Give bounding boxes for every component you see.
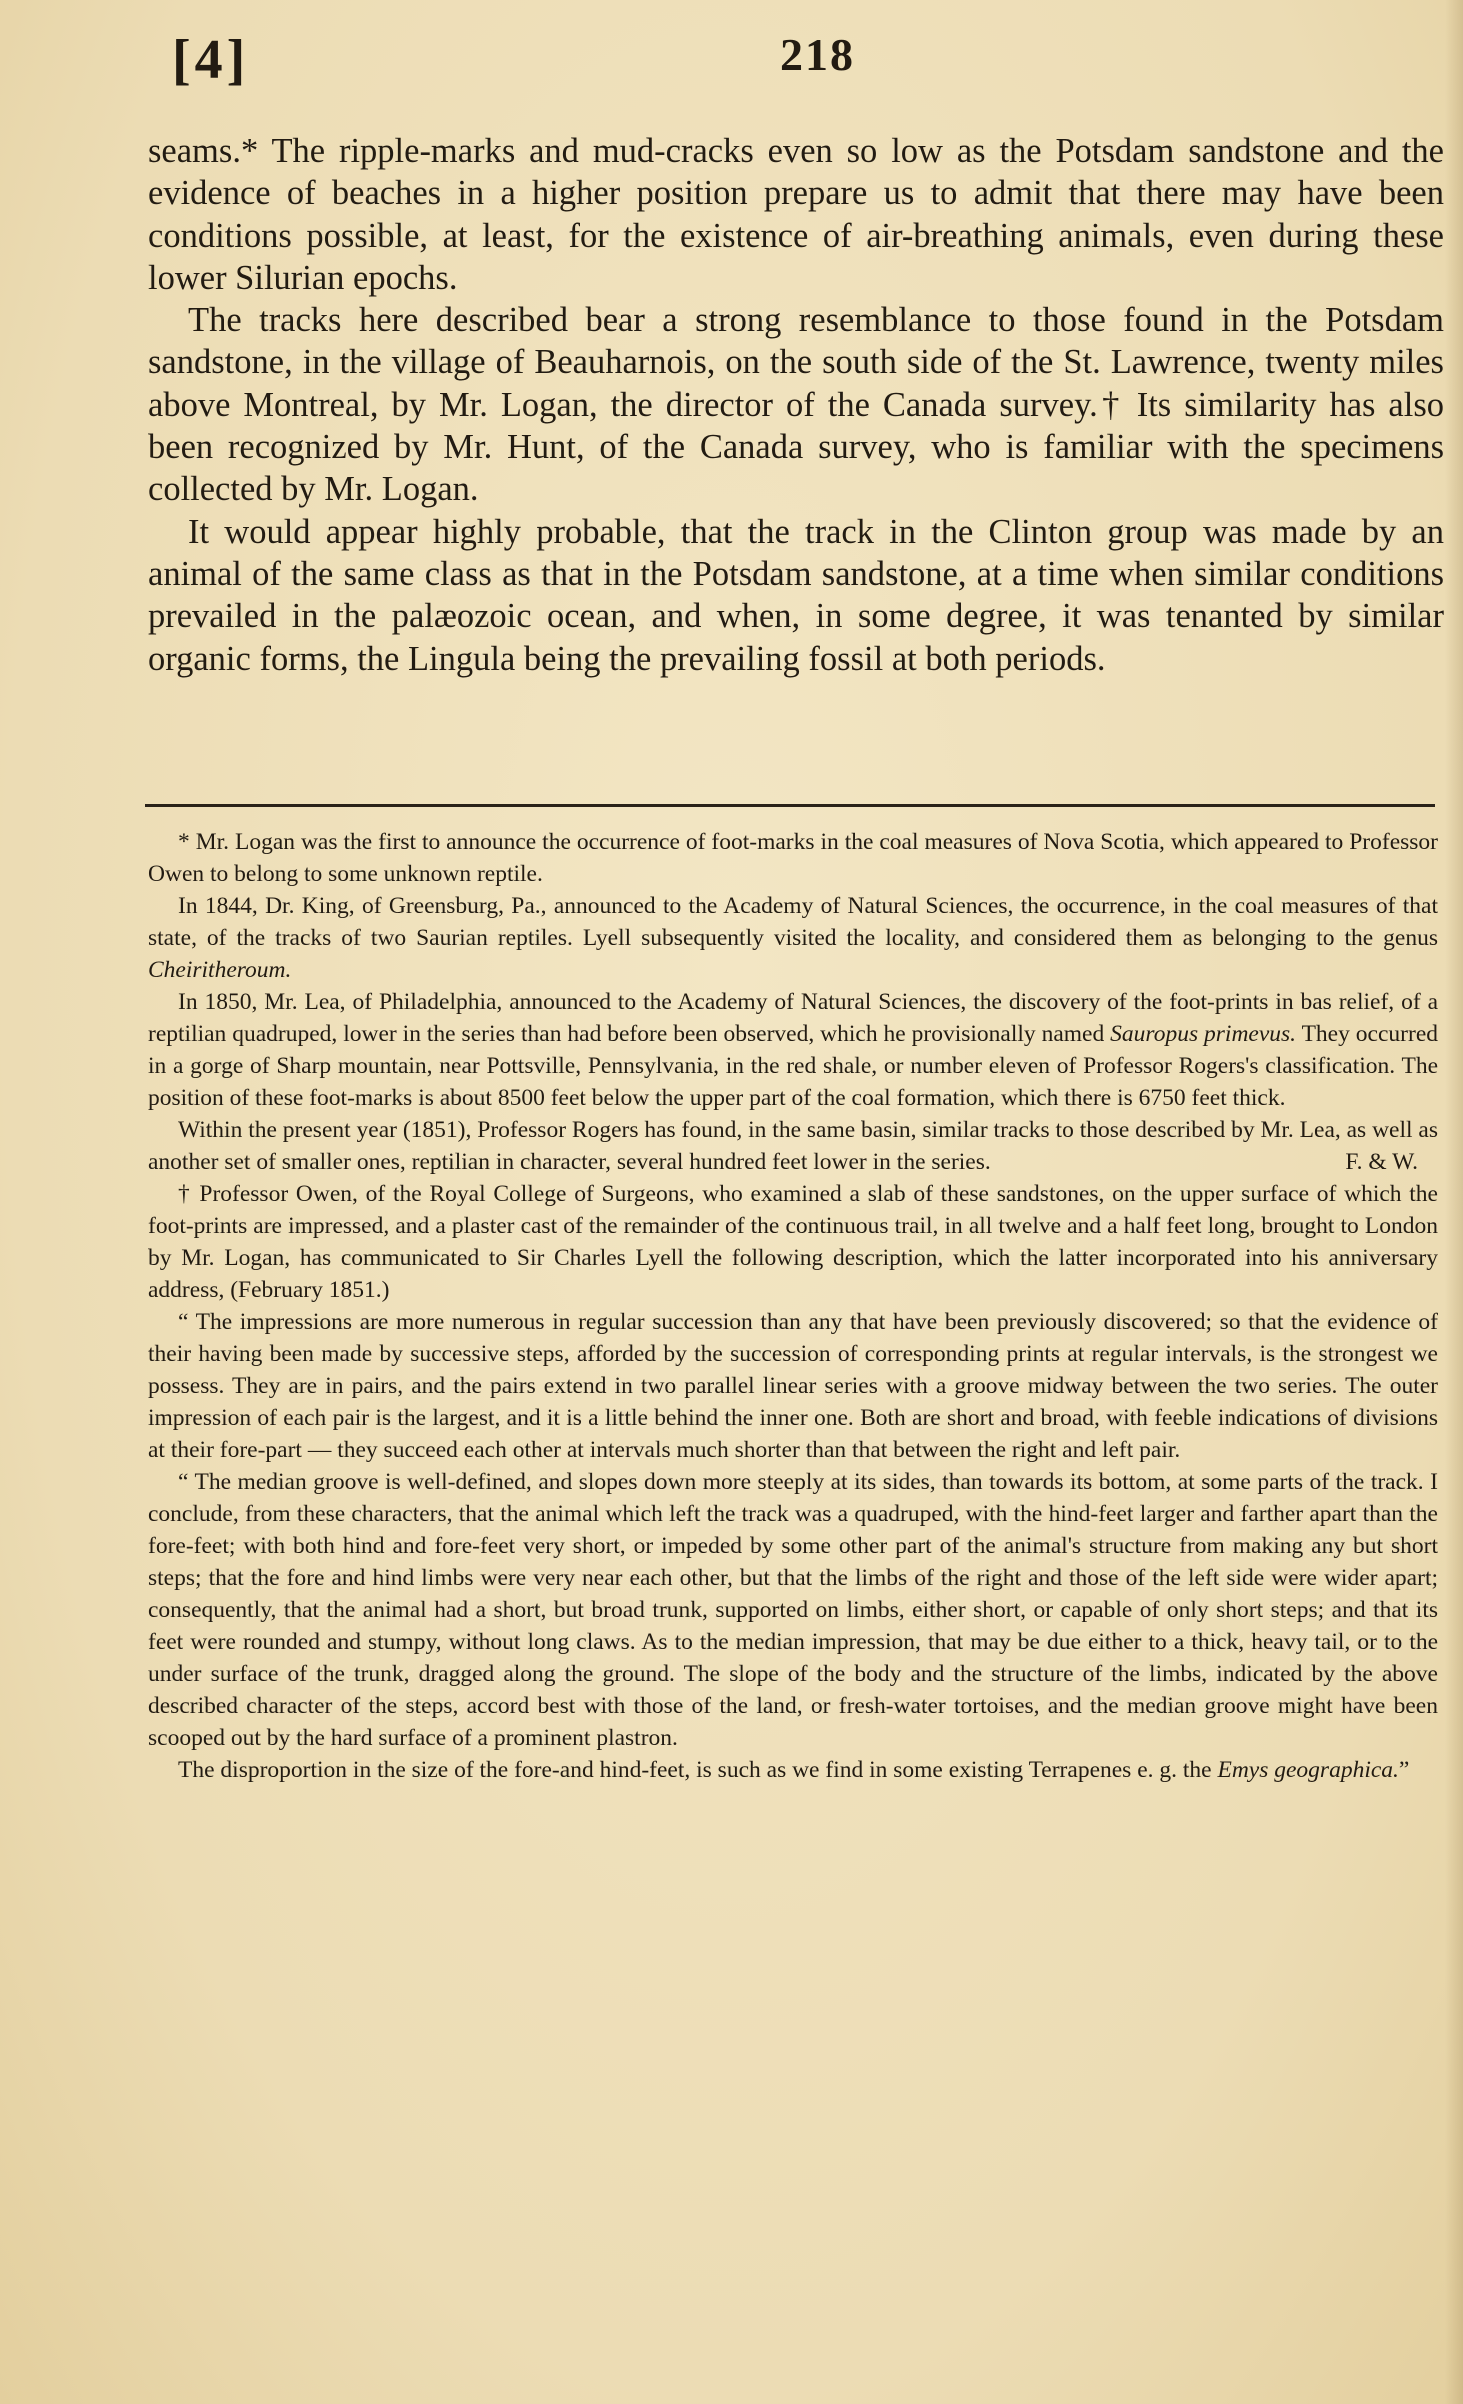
- footnote: [148, 1178, 1438, 1306]
- footnote-text: In 1844, Dr. King, of Greensburg, Pa., announced to the Academy of Natural Sciences, the occurrence, in the coal measures of that state, of the tracks of two Saurian reptiles. Lyell subsequently visited the locality, and considered them as belonging to the genus: [148, 893, 1438, 951]
- footnote-text: “ The impressions are more numerous in regular succession than any that have been previously discovered; so that the evidence of their having been made by successive steps, afforded by the succession of corresponding prints at regular intervals, is the strongest we possess. They are in pairs, and the pairs extend in two parallel linear series with a groove midway between the two series. The outer impression of each pair is the largest, and it is a little behind the inner one. Both are short and broad, with feeble indications of divisions at their fore-part — they succeed each other at intervals much shorter than that between the right and left pair.: [148, 1309, 1438, 1463]
- footnote: [148, 826, 1438, 890]
- page-edge-shadow: [1445, 0, 1463, 2404]
- footnote: [148, 1754, 1438, 1786]
- footnotes: [148, 826, 1438, 1786]
- footnote-text: In 1850, Mr. Lea, of Philadelphia, announced to the Academy of Natural Sciences, the discovery of the foot-prints in bas relief, of a reptilian quadruped, lower in the series than had before been observed, which he provisionally named: [148, 989, 1438, 1047]
- footnote: [148, 1114, 1438, 1178]
- footnote-text: The disproportion in the size of the fore-and hind-feet, is such as we find in some existing Terrapenes e. g. the: [178, 1757, 1212, 1783]
- footnote-text: * Mr. Logan was the first to announce the occurrence of foot-marks in the coal measures of Nova Scotia, which appeared to Professor Owen to belong to some unknown reptile.: [148, 829, 1438, 887]
- footnote-divider: [145, 804, 1435, 807]
- footnote-signature: F. & W.: [1345, 1149, 1418, 1175]
- paragraph: It would appear highly probable, that the track in the Clinton group was made by an animal of the same class as that in the Potsdam sandstone, at a time when similar conditions prevailed in the palæozoic ocean, and when, in some degree, it was tenanted by similar organic forms, the Lingula being the prevailing fossil at both periods.: [148, 512, 1444, 678]
- genus-name: Cheiritheroum.: [148, 957, 292, 983]
- footnote: [148, 986, 1438, 1114]
- page-number: 218: [780, 29, 855, 80]
- page-header: [0, 28, 1463, 98]
- paragraph: seams.* The ripple-marks and mud-cracks even so low as the Potsdam sandstone and the evidence of beaches in a higher position prepare us to admit that there may have been conditions possible, at least, for the existence of air-breathing animals, even during these lower Silurian epochs.: [148, 132, 1444, 297]
- signature-mark: [4]: [172, 29, 250, 91]
- footnote-text: They occurred in a gorge of Sharp mountain, near Pottsville, Pennsylvania, in the red shale, or number eleven of Professor Rogers's classification. The position of these foot-marks is about 8500 feet below the upper part of the coal formation, which there is 6750 feet thick.: [148, 1021, 1438, 1111]
- main-text: [148, 130, 1444, 680]
- footnote: [148, 890, 1438, 986]
- footnote: [148, 1306, 1438, 1466]
- footnote-text: ”: [1398, 1757, 1410, 1783]
- footnote-text: “ The median groove is well-defined, and slopes down more steeply at its sides, than towards its bottom, at some parts of the track. I conclude, from these characters, that the animal which left the track was a quadruped, with the hind-feet larger and farther apart than the fore-feet; with both hind and fore-feet very short, or impeded by some other part of the animal's structure from making any but short steps; that the fore and hind limbs were very near each other, but that the limbs of the right and those of the left side were wider apart; consequently, that the animal had a short, but broad trunk, supported on limbs, either short, or capable of only short steps; and that its feet were rounded and stumpy, without long claws. As to the median impression, that may be due either to a thick, heavy tail, or to the under surface of the trunk, dragged along the ground. The slope of the body and the structure of the limbs, indicated by the above described character of the steps, accord best with those of the land, or fresh-water tortoises, and the median groove might have been scooped out by the hard surface of a prominent plastron.: [148, 1469, 1438, 1751]
- species-name: Sauropus primevus.: [1110, 1021, 1297, 1047]
- footnote: [148, 1466, 1438, 1754]
- species-name: Emys geographica.: [1217, 1757, 1399, 1783]
- footnote-text: † Professor Owen, of the Royal College of Surgeons, who examined a slab of these sandstones, on the upper surface of which the foot-prints are impressed, and a plaster cast of the remainder of the continuous trail, in all twelve and a half feet long, brought to London by Mr. Logan, has communicated to Sir Charles Lyell the following description, which the latter incorporated into his anniversary address, (February 1851.): [148, 1181, 1438, 1303]
- paragraph: The tracks here described bear a strong resemblance to those found in the Potsdam sandstone, in the village of Beauharnois, on the south side of the St. Lawrence, twenty miles above Montreal, by Mr. Logan, the director of the Canada survey.† Its similarity has also been recognized by Mr. Hunt, of the Canada survey, who is familiar with the specimens collected by Mr. Logan.: [148, 301, 1444, 509]
- footnote-text: Within the present year (1851), Professor Rogers has found, in the same basin, similar tracks to those described by Mr. Lea, as well as another set of smaller ones, reptilian in character, several hundred feet lower in the series.: [148, 1117, 1438, 1175]
